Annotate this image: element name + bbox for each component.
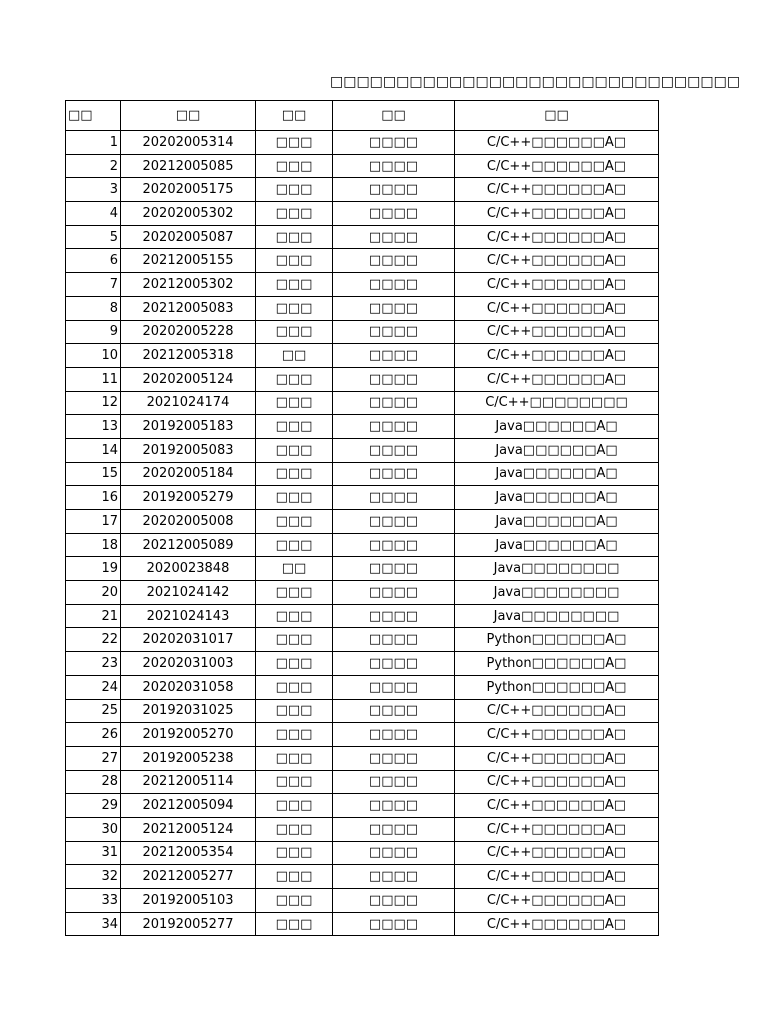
item-cell: C/C++□□□□□□A□ <box>455 320 659 344</box>
row-index: 5 <box>66 225 121 249</box>
item-cell: C/C++□□□□□□A□ <box>455 746 659 770</box>
student-id-cell: 20212005114 <box>121 770 256 794</box>
class-cell: □□□□ <box>333 486 455 510</box>
student-id-cell: 20192005183 <box>121 415 256 439</box>
item-cell: Java□□□□□□□□ <box>455 604 659 628</box>
item-cell: Java□□□□□□A□ <box>455 438 659 462</box>
table-row <box>66 723 659 747</box>
student-id-cell: 20192031025 <box>121 699 256 723</box>
table-row <box>66 273 659 297</box>
class-cell: □□□□ <box>333 604 455 628</box>
row-index: 32 <box>66 865 121 889</box>
row-index: 18 <box>66 533 121 557</box>
class-cell: □□□□ <box>333 344 455 368</box>
row-index: 13 <box>66 415 121 439</box>
row-index: 6 <box>66 249 121 273</box>
class-cell: □□□□ <box>333 510 455 534</box>
row-index: 22 <box>66 628 121 652</box>
row-index: 2 <box>66 154 121 178</box>
student-name-cell: □□□ <box>256 652 333 676</box>
student-id-cell: 20192005277 <box>121 912 256 936</box>
table-row <box>66 391 659 415</box>
table-row <box>66 889 659 913</box>
student-id-cell: 20212005318 <box>121 344 256 368</box>
class-cell: □□□□ <box>333 581 455 605</box>
student-name-cell: □□□ <box>256 438 333 462</box>
student-id-cell: 20212005083 <box>121 296 256 320</box>
table-row <box>66 367 659 391</box>
student-name-cell: □□□ <box>256 202 333 226</box>
class-cell: □□□□ <box>333 533 455 557</box>
item-cell: C/C++□□□□□□A□ <box>455 865 659 889</box>
student-id-cell: 20212005277 <box>121 865 256 889</box>
table-row <box>66 557 659 581</box>
student-name-cell: □□□ <box>256 794 333 818</box>
class-cell: □□□□ <box>333 817 455 841</box>
class-cell: □□□□ <box>333 367 455 391</box>
student-name-cell: □□□ <box>256 912 333 936</box>
student-name-cell: □□□ <box>256 178 333 202</box>
table-row <box>66 841 659 865</box>
table-row <box>66 817 659 841</box>
student-id-cell: 20202005087 <box>121 225 256 249</box>
table-row <box>66 249 659 273</box>
student-id-cell: 20202005175 <box>121 178 256 202</box>
class-cell: □□□□ <box>333 225 455 249</box>
table-row <box>66 652 659 676</box>
row-index: 3 <box>66 178 121 202</box>
item-cell: C/C++□□□□□□A□ <box>455 699 659 723</box>
student-id-cell: 20192005270 <box>121 723 256 747</box>
class-cell: □□□□ <box>333 462 455 486</box>
class-cell: □□□□ <box>333 794 455 818</box>
student-id-cell: 20202005124 <box>121 367 256 391</box>
student-name-cell: □□□ <box>256 296 333 320</box>
student-name-cell: □□□ <box>256 225 333 249</box>
table-row <box>66 415 659 439</box>
item-cell: Java□□□□□□A□ <box>455 462 659 486</box>
table-row <box>66 770 659 794</box>
class-cell: □□□□ <box>333 178 455 202</box>
class-cell: □□□□ <box>333 154 455 178</box>
item-cell: Java□□□□□□□□ <box>455 581 659 605</box>
student-name-cell: □□□ <box>256 675 333 699</box>
class-cell: □□□□ <box>333 841 455 865</box>
table-row <box>66 581 659 605</box>
student-id-cell: 20192005103 <box>121 889 256 913</box>
row-index: 20 <box>66 581 121 605</box>
row-index: 30 <box>66 817 121 841</box>
item-cell: C/C++□□□□□□A□ <box>455 723 659 747</box>
item-cell: C/C++□□□□□□A□ <box>455 296 659 320</box>
class-cell: □□□□ <box>333 912 455 936</box>
table-row <box>66 178 659 202</box>
student-id-cell: 20202005184 <box>121 462 256 486</box>
class-cell: □□□□ <box>333 889 455 913</box>
student-id-cell: 20212005302 <box>121 273 256 297</box>
student-name-cell: □□□ <box>256 699 333 723</box>
row-index: 28 <box>66 770 121 794</box>
item-cell: C/C++□□□□□□A□ <box>455 889 659 913</box>
item-cell: C/C++□□□□□□A□ <box>455 794 659 818</box>
header-item: □□ <box>455 101 659 131</box>
class-cell: □□□□ <box>333 202 455 226</box>
student-name-cell: □□□ <box>256 865 333 889</box>
row-index: 31 <box>66 841 121 865</box>
student-name-cell: □□□ <box>256 273 333 297</box>
class-cell: □□□□ <box>333 296 455 320</box>
table-row <box>66 344 659 368</box>
student-name-cell: □□□ <box>256 131 333 155</box>
item-cell: Java□□□□□□□□ <box>455 557 659 581</box>
class-cell: □□□□ <box>333 438 455 462</box>
student-name-cell: □□□ <box>256 841 333 865</box>
student-id-cell: 20192005238 <box>121 746 256 770</box>
class-cell: □□□□ <box>333 273 455 297</box>
header-index: □□ <box>66 101 121 131</box>
student-id-cell: 2021024143 <box>121 604 256 628</box>
table-row <box>66 794 659 818</box>
student-id-cell: 20192005083 <box>121 438 256 462</box>
item-cell: Java□□□□□□A□ <box>455 415 659 439</box>
student-id-cell: 20202031003 <box>121 652 256 676</box>
student-name-cell: □□ <box>256 557 333 581</box>
item-cell: C/C++□□□□□□A□ <box>455 154 659 178</box>
student-id-cell: 20212005354 <box>121 841 256 865</box>
row-index: 7 <box>66 273 121 297</box>
student-name-cell: □□□ <box>256 817 333 841</box>
table-row <box>66 675 659 699</box>
table-row <box>66 131 659 155</box>
student-name-cell: □□ <box>256 344 333 368</box>
row-index: 9 <box>66 320 121 344</box>
table-row <box>66 320 659 344</box>
class-cell: □□□□ <box>333 723 455 747</box>
student-name-cell: □□□ <box>256 249 333 273</box>
row-index: 10 <box>66 344 121 368</box>
table-header-row <box>66 101 659 131</box>
item-cell: C/C++□□□□□□A□ <box>455 912 659 936</box>
student-name-cell: □□□ <box>256 486 333 510</box>
student-name-cell: □□□ <box>256 889 333 913</box>
student-id-cell: 2020023848 <box>121 557 256 581</box>
class-cell: □□□□ <box>333 652 455 676</box>
row-index: 11 <box>66 367 121 391</box>
item-cell: C/C++□□□□□□□□ <box>455 391 659 415</box>
item-cell: C/C++□□□□□□A□ <box>455 367 659 391</box>
item-cell: Java□□□□□□A□ <box>455 486 659 510</box>
student-name-cell: □□□ <box>256 367 333 391</box>
student-id-cell: 20202005228 <box>121 320 256 344</box>
row-index: 26 <box>66 723 121 747</box>
student-id-cell: 20202005008 <box>121 510 256 534</box>
student-name-cell: □□□ <box>256 154 333 178</box>
student-name-cell: □□□ <box>256 581 333 605</box>
class-cell: □□□□ <box>333 746 455 770</box>
row-index: 4 <box>66 202 121 226</box>
table-row <box>66 628 659 652</box>
table-row <box>66 154 659 178</box>
class-cell: □□□□ <box>333 131 455 155</box>
row-index: 25 <box>66 699 121 723</box>
table-row <box>66 746 659 770</box>
row-index: 29 <box>66 794 121 818</box>
table-row <box>66 202 659 226</box>
class-cell: □□□□ <box>333 249 455 273</box>
page-title: □□□□□□□□□□□□□□□□□□□□□□□□□□□□□□□ <box>330 74 741 90</box>
row-index: 12 <box>66 391 121 415</box>
class-cell: □□□□ <box>333 770 455 794</box>
student-id-cell: 20212005085 <box>121 154 256 178</box>
row-index: 23 <box>66 652 121 676</box>
class-cell: □□□□ <box>333 699 455 723</box>
item-cell: Python□□□□□□A□ <box>455 652 659 676</box>
item-cell: C/C++□□□□□□A□ <box>455 249 659 273</box>
table-row <box>66 225 659 249</box>
class-cell: □□□□ <box>333 391 455 415</box>
row-index: 34 <box>66 912 121 936</box>
student-id-cell: 20192005279 <box>121 486 256 510</box>
row-index: 1 <box>66 131 121 155</box>
table-row <box>66 438 659 462</box>
item-cell: C/C++□□□□□□A□ <box>455 178 659 202</box>
student-name-cell: □□□ <box>256 510 333 534</box>
student-id-cell: 20202005302 <box>121 202 256 226</box>
item-cell: Python□□□□□□A□ <box>455 675 659 699</box>
row-index: 27 <box>66 746 121 770</box>
class-cell: □□□□ <box>333 320 455 344</box>
header-student-id: □□ <box>121 101 256 131</box>
item-cell: Java□□□□□□A□ <box>455 510 659 534</box>
student-table <box>65 100 659 936</box>
row-index: 33 <box>66 889 121 913</box>
student-id-cell: 20202005314 <box>121 131 256 155</box>
table-row <box>66 486 659 510</box>
table-row <box>66 296 659 320</box>
student-id-cell: 2021024142 <box>121 581 256 605</box>
item-cell: C/C++□□□□□□A□ <box>455 273 659 297</box>
table-row <box>66 510 659 534</box>
table-row <box>66 699 659 723</box>
table-body <box>66 131 659 936</box>
table-row <box>66 912 659 936</box>
table-row <box>66 865 659 889</box>
item-cell: C/C++□□□□□□A□ <box>455 841 659 865</box>
student-name-cell: □□□ <box>256 628 333 652</box>
student-id-cell: 2021024174 <box>121 391 256 415</box>
class-cell: □□□□ <box>333 557 455 581</box>
row-index: 16 <box>66 486 121 510</box>
student-name-cell: □□□ <box>256 723 333 747</box>
row-index: 21 <box>66 604 121 628</box>
table-row <box>66 462 659 486</box>
student-name-cell: □□□ <box>256 604 333 628</box>
header-name: □□ <box>256 101 333 131</box>
item-cell: Java□□□□□□A□ <box>455 533 659 557</box>
student-id-cell: 20202031058 <box>121 675 256 699</box>
student-name-cell: □□□ <box>256 746 333 770</box>
item-cell: C/C++□□□□□□A□ <box>455 225 659 249</box>
class-cell: □□□□ <box>333 628 455 652</box>
table-row <box>66 604 659 628</box>
student-id-cell: 20212005089 <box>121 533 256 557</box>
student-id-cell: 20212005124 <box>121 817 256 841</box>
row-index: 8 <box>66 296 121 320</box>
student-name-cell: □□□ <box>256 462 333 486</box>
row-index: 15 <box>66 462 121 486</box>
row-index: 17 <box>66 510 121 534</box>
row-index: 19 <box>66 557 121 581</box>
student-name-cell: □□□ <box>256 533 333 557</box>
student-name-cell: □□□ <box>256 770 333 794</box>
class-cell: □□□□ <box>333 865 455 889</box>
header-class: □□ <box>333 101 455 131</box>
student-name-cell: □□□ <box>256 391 333 415</box>
student-id-cell: 20212005155 <box>121 249 256 273</box>
student-name-cell: □□□ <box>256 320 333 344</box>
item-cell: C/C++□□□□□□A□ <box>455 344 659 368</box>
table-row <box>66 533 659 557</box>
item-cell: Python□□□□□□A□ <box>455 628 659 652</box>
class-cell: □□□□ <box>333 415 455 439</box>
item-cell: C/C++□□□□□□A□ <box>455 770 659 794</box>
item-cell: C/C++□□□□□□A□ <box>455 131 659 155</box>
student-id-cell: 20202031017 <box>121 628 256 652</box>
class-cell: □□□□ <box>333 675 455 699</box>
student-name-cell: □□□ <box>256 415 333 439</box>
item-cell: C/C++□□□□□□A□ <box>455 202 659 226</box>
student-id-cell: 20212005094 <box>121 794 256 818</box>
row-index: 14 <box>66 438 121 462</box>
item-cell: C/C++□□□□□□A□ <box>455 817 659 841</box>
row-index: 24 <box>66 675 121 699</box>
